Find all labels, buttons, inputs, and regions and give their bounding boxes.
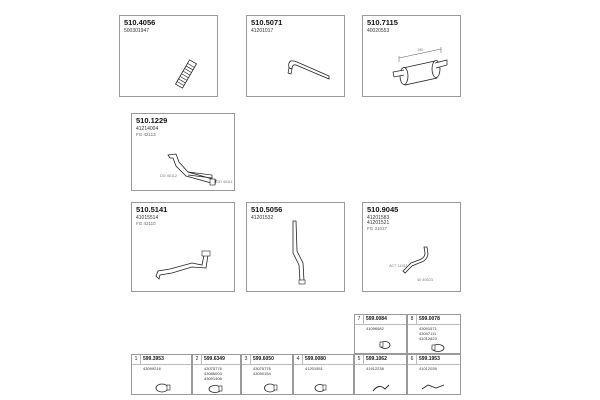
part-reference: 41201017	[251, 28, 274, 34]
accessory-reference: 43075776	[253, 366, 271, 371]
part-note: FG 31037	[367, 226, 388, 231]
part-reference: 41015514	[136, 215, 159, 221]
accessory-reference: 43090154	[253, 371, 271, 376]
accessory-reference: 43099216	[143, 366, 161, 371]
part-reference: 41201532	[251, 215, 274, 221]
clamp-icon	[408, 315, 462, 355]
accessory-card-2[interactable]: 2 599.6349 43075776 43086003 43091406	[192, 354, 241, 395]
accessory-code: 599.0084	[366, 316, 387, 322]
part-code: 510.7115	[367, 18, 398, 27]
pipe-annotation: DG 40112	[160, 174, 178, 178]
pipe-annotation: ACT 11311	[389, 264, 408, 268]
pipe-annotation: GD 40111	[216, 180, 233, 184]
part-card-510-9045[interactable]	[362, 202, 461, 292]
muffler-drawing	[363, 16, 462, 98]
rear-pipe-drawing	[132, 203, 236, 293]
accessory-code: 599.0078	[419, 316, 440, 322]
accessory-code: 599.1953	[419, 356, 440, 362]
part-card-510-5056[interactable]	[246, 202, 345, 292]
part-note: FG 42113	[136, 132, 156, 137]
accessory-reference: 43091571	[419, 326, 437, 331]
part-code: 510.1229	[136, 116, 168, 125]
pipe-drawing	[247, 16, 346, 98]
accessory-card-7[interactable]: 7 599.0084 41096582	[354, 314, 407, 354]
end-pipe-drawing	[363, 203, 462, 293]
part-card-510-5141[interactable]	[131, 202, 235, 292]
accessory-code: 599.6050	[253, 356, 274, 362]
accessory-reference: 43075776	[204, 366, 222, 371]
part-code: 510.4056	[124, 18, 156, 27]
pipe-annotation: 40 40523	[417, 278, 433, 282]
accessory-reference: 41096582	[366, 326, 384, 331]
accessory-reference: 41012039	[419, 366, 437, 371]
accessory-card-3[interactable]: 3 599.6050 43075776 43090154	[241, 354, 293, 395]
part-card-510-5071[interactable]	[246, 15, 345, 97]
part-reference: 41214004	[136, 126, 159, 132]
accessory-card-5[interactable]: 5 599.1062 41912238	[354, 354, 407, 395]
part-note: FG 42110	[136, 221, 156, 226]
clamp-icon	[132, 355, 193, 396]
accessory-card-4[interactable]: 4 599.0080 41201551	[293, 354, 354, 395]
flexible-pipe-drawing	[120, 16, 219, 98]
hanger-icon	[355, 355, 408, 396]
part-code: 510.5071	[251, 18, 283, 27]
accessory-card-8[interactable]: 8 599.0078 43091571 43097111 41012823	[407, 314, 461, 354]
accessory-reference: 41912238	[366, 366, 384, 371]
part-code: 510.5056	[251, 205, 283, 214]
accessory-reference: 43097111	[419, 331, 437, 336]
hanger-icon	[408, 355, 462, 396]
part-reference: 40020553	[367, 28, 390, 34]
part-reference: 41201521	[367, 220, 390, 226]
accessory-card-6[interactable]: 6 599.1953 41012039	[407, 354, 461, 395]
part-code: 510.9045	[367, 205, 399, 214]
accessory-code: 599.0080	[305, 356, 326, 362]
accessory-reference: 41201551	[305, 366, 323, 371]
accessory-code: 599.1062	[366, 356, 387, 362]
clamp-icon	[294, 355, 355, 396]
part-card-510-4056[interactable]	[119, 15, 218, 97]
clamp-icon	[242, 355, 294, 396]
accessory-code: 599.3953	[143, 356, 164, 362]
accessory-reference: 41012823	[419, 336, 437, 341]
accessory-reference: 43086003	[204, 371, 222, 376]
clamp-icon	[355, 315, 408, 355]
accessory-code: 599.6349	[204, 356, 225, 362]
tail-pipe-drawing	[247, 203, 346, 293]
clamp-icon	[193, 355, 242, 396]
accessory-card-1[interactable]: 1 599.3953 43099216	[131, 354, 192, 395]
accessory-reference: 43091406	[204, 376, 222, 381]
part-card-510-7115[interactable]	[362, 15, 461, 97]
part-reference: 500301947	[124, 28, 150, 34]
part-card-510-1229[interactable]	[131, 113, 235, 191]
part-code: 510.5141	[136, 205, 168, 214]
part-reference: 41201583	[367, 215, 390, 221]
dimension-annotation: 150	[417, 48, 424, 52]
